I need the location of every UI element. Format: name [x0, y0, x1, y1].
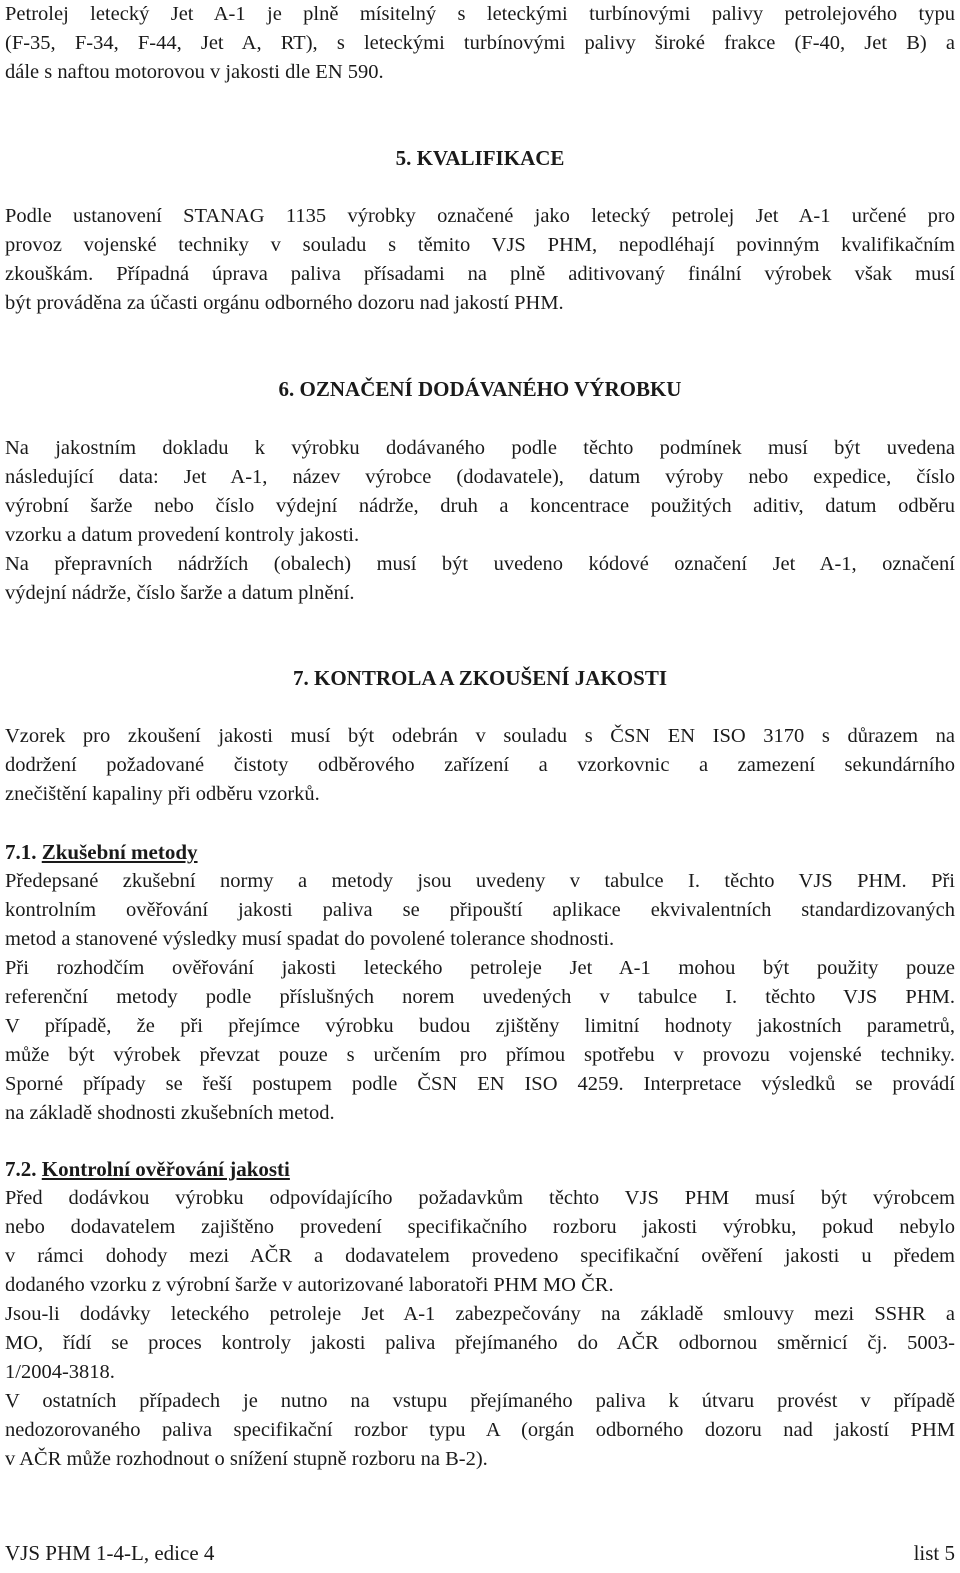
section-number: 7.1.: [5, 840, 37, 864]
text-line: dále s naftou motorovou v jakosti dle EN 590.: [5, 61, 384, 83]
text-line: (F-35, F-34, F-44, Jet A, RT), s leteckými turbínovými palivy široké frakce (F-40, Jet B) a: [5, 32, 955, 54]
text-line: Před dodávkou výrobku odpovídajícího požadavkům těchto VJS PHM musí být výrobcem: [5, 1187, 955, 1209]
text-line: Předepsané zkušební normy a metody jsou uvedeny v tabulce I. těchto VJS PHM. Při: [5, 870, 955, 892]
section-7-1-paragraph: [5, 867, 955, 1128]
section-title: Kontrolní ověřování jakosti: [41, 1157, 290, 1181]
text-line: Vzorek pro zkoušení jakosti musí být odebrán v souladu s ČSN EN ISO 3170 s důrazem na: [5, 725, 955, 747]
text-line: Jsou-li dodávky leteckého petroleje Jet A-1 zabezpečovány na základě smlouvy mezi SSHR a: [5, 1303, 955, 1325]
text-line: metod a stanovené výsledky musí spadat do povolené tolerance shodnosti.: [5, 928, 615, 950]
text-line: na základě shodnosti zkušebních metod.: [5, 1102, 335, 1124]
text-line: V ostatních případech je nutno na vstupu přejímaného paliva k útvaru provést v případě: [5, 1390, 955, 1412]
text-line: v AČR může rozhodnout o snížení stupně rozboru na B-2).: [5, 1448, 488, 1470]
text-line: Při rozhodčím ověřování jakosti leteckého petroleje Jet A-1 mohou být použity pouze: [5, 957, 955, 979]
intro-paragraph: [5, 0, 955, 87]
text-line: Na přepravních nádržích (obalech) musí být uvedeno kódové označení Jet A-1, označení: [5, 553, 955, 575]
text-line: MO, řídí se proces kontroly jakosti paliva přejímaného do AČR odbornou směrnicí čj. 5003-: [5, 1332, 955, 1354]
text-line: V případě, že při přejímce výrobku budou zjištěny limitní hodnoty jakostních parametrů,: [5, 1015, 955, 1037]
text-line: být prováděna za účasti orgánu odborného dozoru nad jakostí PHM.: [5, 292, 564, 314]
text-line: znečištění kapaliny při odběru vzorků.: [5, 783, 320, 805]
section-7-2-paragraph: [5, 1184, 955, 1474]
text-line: následující data: Jet A-1, název výrobce (dodavatele), datum výroby nebo expedice, číslo: [5, 466, 955, 488]
section-6-paragraph: [5, 434, 955, 608]
page-number: list 5: [913, 1541, 955, 1565]
text-line: 1/2004-3818.: [5, 1361, 115, 1383]
text-line: vzorku a datum provedení kontroly jakosti.: [5, 524, 360, 546]
section-6-heading: 6. OZNAČENÍ DODÁVANÉHO VÝROBKU: [278, 377, 682, 401]
text-line: zkouškám. Případná úprava paliva přísadami na plně aditivovaný finální výrobek však musí: [5, 263, 955, 285]
text-line: provoz vojenské techniky v souladu s těmito VJS PHM, nepodléhají povinným kvalifikačním: [5, 234, 955, 256]
text-line: dodržení požadované čistoty odběrového zařízení a vzorkovnic a zamezení sekundárního: [5, 754, 955, 776]
text-line: referenční metody podle příslušných norem uvedených v tabulce I. těchto VJS PHM.: [5, 986, 955, 1008]
text-line: Na jakostním dokladu k výrobku dodávaného podle těchto podmínek musí být uvedena: [5, 437, 955, 459]
section-7-paragraph: [5, 722, 955, 809]
document-id: VJS PHM 1-4-L, edice 4: [5, 1541, 215, 1565]
section-7-heading: 7. KONTROLA A ZKOUŠENÍ JAKOSTI: [292, 666, 667, 690]
section-7-1-heading: [5, 838, 198, 867]
text-line: může být výrobek převzat pouze s určením pro přímou spotřebu v provozu vojenské techniky.: [5, 1044, 955, 1066]
section-5-paragraph: [5, 202, 955, 318]
text-line: Podle ustanovení STANAG 1135 výrobky označené jako letecký petrolej Jet A-1 určené pro: [5, 205, 955, 227]
text-line: v rámci dohody mezi AČR a dodavatelem provedeno specifikační ověření jakosti u předem: [5, 1245, 955, 1267]
section-number: 7.2.: [5, 1157, 37, 1181]
section-7-2-heading: [5, 1155, 290, 1184]
text-line: Petrolej letecký Jet A-1 je plně mísitelný s leteckými turbínovými palivy petrolejového typu: [5, 3, 955, 25]
text-line: nebo dodavatelem zajištěno provedení specifikačního rozboru jakosti výrobku, pokud nebylo: [5, 1216, 955, 1238]
text-line: dodaného vzorku z výrobní šarže v autorizované laboratoři PHM MO ČR.: [5, 1274, 614, 1296]
text-line: výrobní šarže nebo číslo výdejní nádrže, druh a koncentrace použitých aditiv, datum odběru: [5, 495, 955, 517]
text-line: nedozorovaného paliva specifikační rozbor typu A (orgán odborného dozoru nad jakostí PHM: [5, 1419, 955, 1441]
section-5-heading: 5. KVALIFIKACE: [395, 146, 565, 170]
text-line: kontrolním ověřování jakosti paliva se připouští aplikace ekvivalentních standardizovaných: [5, 899, 955, 921]
page-footer: [5, 1539, 955, 1568]
text-line: Sporné případy se řeší postupem podle ČSN EN ISO 4259. Interpretace výsledků se provádí: [5, 1073, 955, 1095]
text-line: výdejní nádrže, číslo šarže a datum plnění.: [5, 582, 355, 604]
section-title: Zkušební metody: [41, 840, 198, 864]
